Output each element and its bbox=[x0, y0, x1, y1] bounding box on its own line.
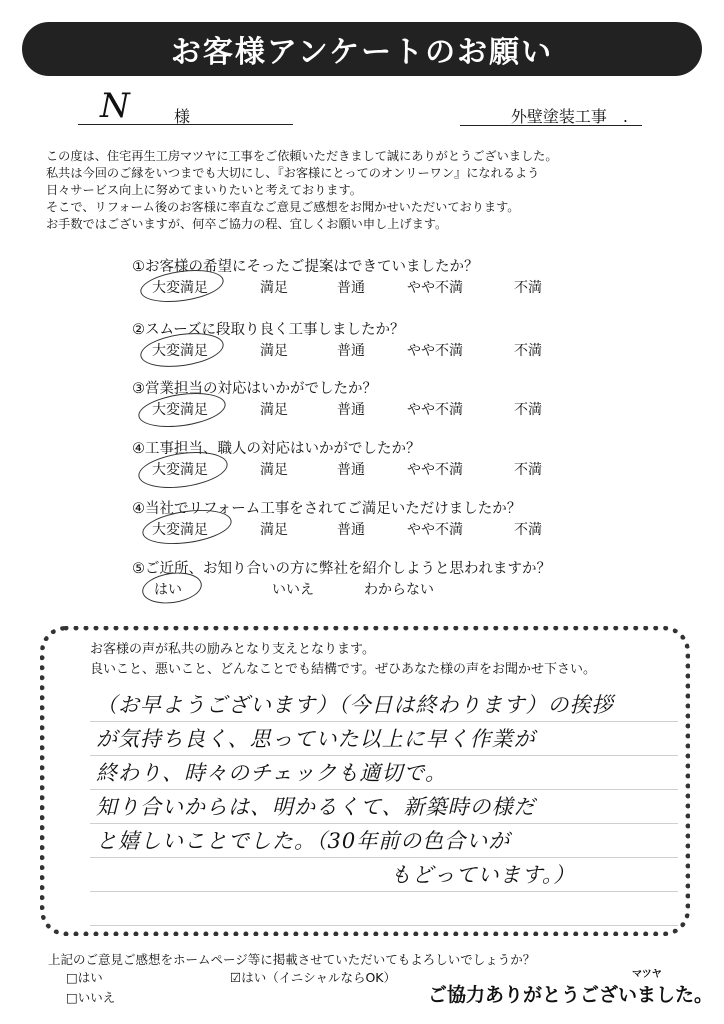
comment-line bbox=[90, 756, 678, 790]
option-very-satisfied[interactable]: 大変満足 bbox=[152, 462, 208, 478]
consent-question: 上記のご意見ご感想をホームページ等に掲載させていただいてもよろしいでしょうか？ bbox=[48, 952, 536, 967]
option-neutral[interactable]: 普通 bbox=[337, 402, 365, 418]
question-2 bbox=[132, 318, 692, 362]
option-somewhat-dissatisfied[interactable]: やや不満 bbox=[407, 462, 463, 478]
handwritten-text: （お早ようございます）（今日は終わります）の挨拶 bbox=[96, 693, 614, 717]
intro-line: お手数ではございますが、何卒ご協力の程、宜しくお願い申し上げます。 bbox=[46, 217, 448, 231]
question-6 bbox=[132, 557, 692, 601]
option-very-satisfied[interactable]: 大変満足 bbox=[152, 522, 208, 538]
option-neutral[interactable]: 普通 bbox=[337, 462, 365, 478]
option-satisfied[interactable]: 満足 bbox=[260, 402, 288, 418]
option-neutral[interactable]: 普通 bbox=[337, 343, 365, 359]
option-satisfied[interactable]: 満足 bbox=[260, 462, 288, 478]
option-satisfied[interactable]: 満足 bbox=[260, 280, 288, 296]
option-dissatisfied[interactable]: 不満 bbox=[514, 462, 542, 478]
option-somewhat-dissatisfied[interactable]: やや不満 bbox=[407, 402, 463, 418]
voice-box-instructions: 良いこと、悪いこと、どんなことでも結構です。ぜひあなた様の声をお聞かせ下さい。 bbox=[90, 662, 596, 677]
option-very-satisfied[interactable]: 大変満足 bbox=[152, 402, 208, 418]
question-text: ④工事担当、職人の対応はいかがでしたか？ bbox=[132, 441, 421, 457]
page-title: お客様アンケートのお願い bbox=[170, 35, 554, 70]
title-banner bbox=[22, 22, 702, 76]
option-no[interactable]: いいえ bbox=[272, 582, 314, 598]
customer-name-field bbox=[78, 86, 293, 126]
company-logo: マツヤ bbox=[632, 969, 662, 980]
option-yes[interactable]: はい bbox=[154, 582, 182, 598]
option-very-satisfied[interactable]: 大変満足 bbox=[152, 280, 208, 296]
comment-line bbox=[90, 790, 678, 824]
work-type: 外壁塗装工事 . bbox=[510, 107, 628, 126]
handwritten-text: 知り合いからは、明かるくて、新築時の様だ bbox=[96, 795, 536, 819]
consent-option-no[interactable]: □いいえ bbox=[66, 990, 116, 1005]
rating-options bbox=[132, 277, 692, 299]
option-satisfied[interactable]: 満足 bbox=[260, 343, 288, 359]
customer-honorific: 様 bbox=[174, 107, 191, 126]
option-neutral[interactable]: 普通 bbox=[337, 522, 365, 538]
option-somewhat-dissatisfied[interactable]: やや不満 bbox=[407, 280, 463, 296]
question-text: ③営業担当の対応はいかがでしたか？ bbox=[132, 381, 377, 397]
option-satisfied[interactable]: 満足 bbox=[260, 522, 288, 538]
question-4 bbox=[132, 437, 692, 481]
question-text: ②スムーズに段取り良く工事しましたか？ bbox=[132, 322, 405, 338]
thank-you-message: ご協力ありがとうございました。 bbox=[428, 984, 714, 1006]
handwritten-text: 終わり、時々のチェックも適切で。 bbox=[96, 761, 447, 785]
question-text: ①お客様の希望にそったご提案はできていましたか？ bbox=[132, 259, 479, 275]
consent-option-yes-initials[interactable]: ☑はい（イニシャルならOK） bbox=[230, 970, 396, 985]
option-neutral[interactable]: 普通 bbox=[337, 280, 365, 296]
option-dissatisfied[interactable]: 不満 bbox=[514, 402, 542, 418]
comment-line bbox=[90, 824, 678, 858]
question-3 bbox=[132, 377, 692, 421]
option-dont-know[interactable]: わからない bbox=[364, 582, 434, 598]
question-5 bbox=[132, 497, 692, 541]
intro-line: 私共は今回のご縁をいつまでも大切にし、『お客様にとってのオンリーワン』になれるよう bbox=[46, 166, 540, 180]
question-text: ④当社でリフォーム工事をされてご満足いただけましたか？ bbox=[132, 501, 522, 517]
option-dissatisfied[interactable]: 不満 bbox=[514, 522, 542, 538]
option-somewhat-dissatisfied[interactable]: やや不満 bbox=[407, 522, 463, 538]
rating-options bbox=[132, 399, 692, 421]
option-dissatisfied[interactable]: 不満 bbox=[514, 343, 542, 359]
intro-text bbox=[46, 148, 686, 233]
handwritten-text: と嬉しいことでした。（30年前の色合いが bbox=[96, 829, 511, 853]
rating-options bbox=[132, 459, 692, 481]
handwritten-text: が気持ち良く、思っていた以上に早く作業が bbox=[96, 727, 536, 751]
option-very-satisfied[interactable]: 大変満足 bbox=[152, 343, 208, 359]
intro-line: そこで、リフォーム後のお客様に率直なご意見ご感想をお聞かせいただいております。 bbox=[46, 200, 520, 214]
voice-box-intro: お客様の声が私共の励みとなり支えとなります。 bbox=[90, 642, 375, 657]
option-somewhat-dissatisfied[interactable]: やや不満 bbox=[407, 343, 463, 359]
rating-options bbox=[132, 519, 692, 541]
intro-line: 日々サービス向上に努めてまいりたいと考えております。 bbox=[46, 183, 362, 197]
comment-line bbox=[90, 892, 678, 926]
comment-line bbox=[90, 722, 678, 756]
question-1 bbox=[132, 255, 692, 299]
option-dissatisfied[interactable]: 不満 bbox=[514, 280, 542, 296]
work-type-field bbox=[460, 98, 642, 126]
consent-option-yes[interactable]: □はい bbox=[66, 970, 103, 985]
comment-line bbox=[90, 858, 678, 892]
customer-name: N bbox=[100, 86, 130, 126]
rating-options bbox=[132, 340, 692, 362]
intro-line: この度は、住宅再生工房マツヤに工事をご依頼いただきまして誠にありがとうございました。 bbox=[46, 149, 558, 163]
referral-options bbox=[132, 579, 692, 601]
comment-line bbox=[90, 688, 678, 722]
handwritten-text: もどっています。） bbox=[390, 863, 576, 887]
question-text: ⑤ご近所、お知り合いの方に弊社を紹介しようと思われますか？ bbox=[132, 561, 551, 577]
comment-area[interactable] bbox=[90, 688, 678, 926]
